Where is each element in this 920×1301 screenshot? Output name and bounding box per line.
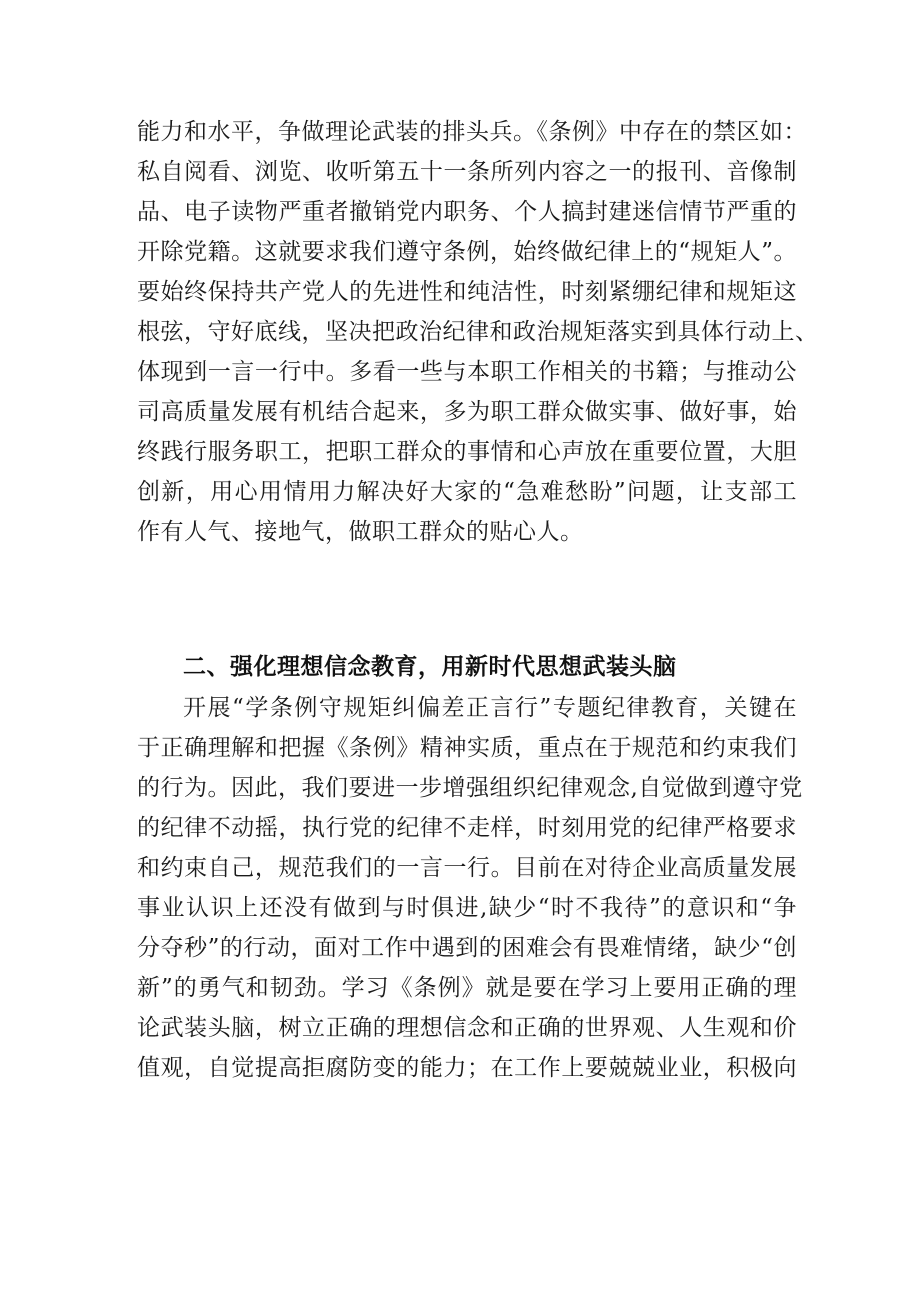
text-line: 能力和水平，争做理论武装的排头兵。《条例》中存在的禁区如： [137,119,807,145]
text-line: 品、电子读物严重者撤销党内职务、个人搞封建迷信情节严重的 [137,199,797,225]
text-line: 私自阅看、浏览、收听第五十一条所列内容之一的报刊、音像制 [137,159,797,185]
section-heading: 二、强化理想信念教育，用新时代思想武装头脑 [183,654,677,680]
paragraph-1 [137,112,819,552]
text-line: 论武装头脑，树立正确的理想信念和正确的世界观、人生观和价 [137,1015,797,1041]
text-line: 分夺秒”的行动，面对工作中遇到的困难会有畏难情绪，缺少“创 [137,935,797,961]
text-line: 值观，自觉提高拒腐防变的能力；在工作上要兢兢业业，积极向 [137,1055,797,1081]
text-line: 作有人气、接地气，做职工群众的贴心人。 [137,519,584,545]
text-line: 事业认识上还没有做到与时俱进,缺少“时不我待”的意识和“争 [137,895,797,921]
text-line: 体现到一言一行中。多看一些与本职工作相关的书籍；与推动公 [137,359,797,385]
text-line: 创新，用心用情用力解决好大家的“急难愁盼”问题，让支部工 [137,479,797,505]
text-line: 开除党籍。这就要求我们遵守条例，始终做纪律上的“规矩人”。 [137,239,797,265]
text-line: 和约束自己，规范我们的一言一行。目前在对待企业高质量发展 [137,855,797,881]
text-line: 要始终保持共产党人的先进性和纯洁性，时刻紧绷纪律和规矩这 [137,279,797,305]
text-line: 终践行服务职工，把职工群众的事情和心声放在重要位置，大胆 [137,439,797,465]
text-line: 的纪律不动摇，执行党的纪律不走样，时刻用党的纪律严格要求 [137,815,797,841]
paragraph-2 [137,688,803,1088]
text-line: 于正确理解和把握《条例》精神实质，重点在于规范和约束我们 [137,735,797,761]
text-line: 新”的勇气和韧劲。学习《条例》就是要在学习上要用正确的理 [137,975,797,1001]
text-line: 的行为。因此，我们要进一步增强组织纪律观念,自觉做到遵守党 [137,775,803,801]
text-line: 根弦，守好底线，坚决把政治纪律和政治规矩落实到具体行动上、 [137,319,819,345]
text-line: 司高质量发展有机结合起来，多为职工群众做实事、做好事，始 [137,399,797,425]
text-line: 开展“学条例守规矩纠偏差正言行”专题纪律教育，关键在 [183,695,797,721]
